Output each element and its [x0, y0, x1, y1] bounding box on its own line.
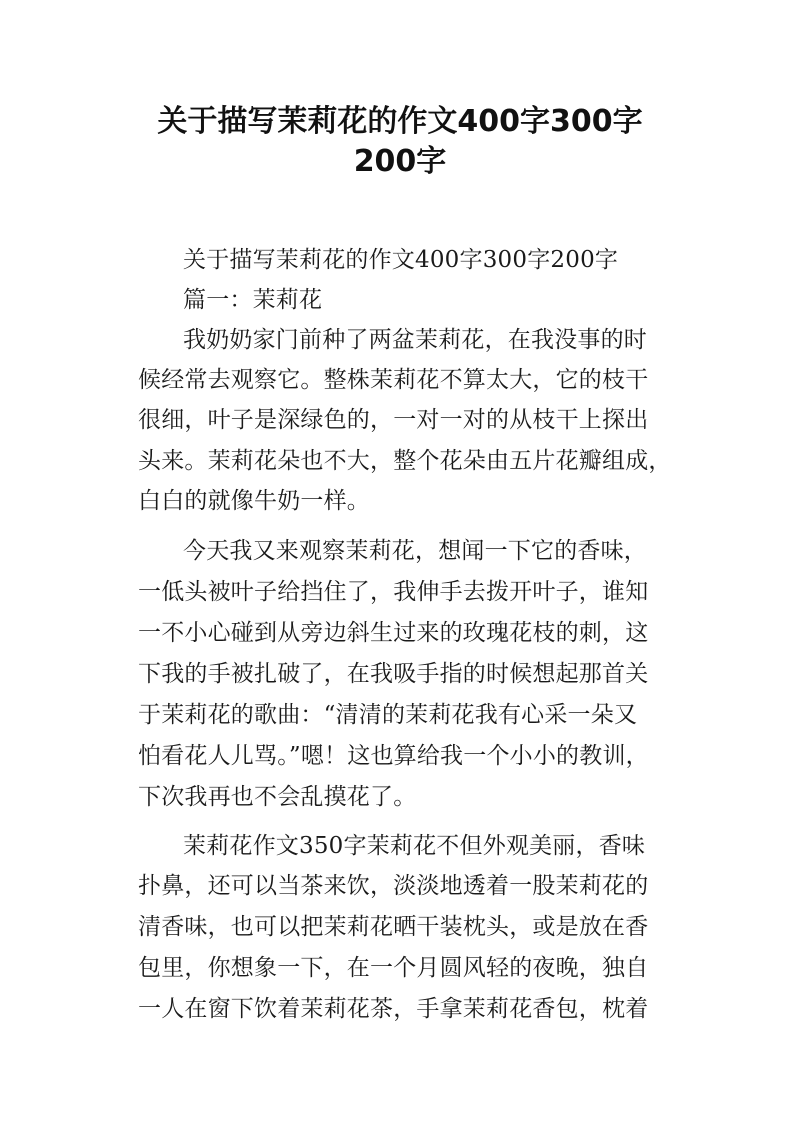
body-line: 头来。茉莉花朵也不大，整个花朵由五片花瓣组成， [138, 448, 672, 474]
body-line: 下我的手被扎破了，在我吸手指的时候想起那首关 [138, 661, 649, 687]
body-line: 一不小心碰到从旁边斜生过来的玫瑰花枝的刺，这 [138, 620, 649, 646]
subtitle-line: 关于描写茉莉花的作文400字300字200字 [183, 247, 619, 273]
body-line: 候经常去观察它。整株茉莉花不算太大，它的枝干 [138, 367, 649, 393]
body-line: 清香味，也可以把茉莉花晒干装枕头，或是放在香 [138, 914, 649, 940]
section-heading: 篇一：茉莉花 [183, 287, 323, 313]
body-line: 于茉莉花的歌曲：“清清的茉莉花我有心采一朵又 [138, 702, 638, 728]
body-line: 一人在窗下饮着茉莉花茶，手拿茉莉花香包，枕着 [138, 996, 649, 1022]
body-line: 我奶奶家门前种了两盆茉莉花，在我没事的时 [183, 327, 647, 353]
body-line: 怕看花人儿骂。”嗯！这也算给我一个小小的教训， [138, 743, 649, 769]
body-line: 扑鼻，还可以当茶来饮，淡淡地透着一股茉莉花的 [138, 873, 649, 899]
body-line: 包里，你想象一下，在一个月圆风轻的夜晚，独自 [138, 955, 649, 981]
document-title-line-1: 关于描写茉莉花的作文400字300字 [157, 104, 643, 139]
body-line: 很细，叶子是深绿色的，一对一对的从枝干上探出 [138, 407, 649, 433]
body-line: 茉莉花作文350字茉莉花不但外观美丽，香味 [183, 833, 646, 859]
body-line: 下次我再也不会乱摸花了。 [138, 784, 417, 810]
body-line: 今天我又来观察茉莉花，想闻一下它的香味， [183, 538, 647, 564]
body-line: 白白的就像牛奶一样。 [138, 488, 370, 514]
document-title-line-2: 200字 [353, 144, 447, 179]
body-line: 一低头被叶子给挡住了，我伸手去拨开叶子，谁知 [138, 579, 649, 605]
